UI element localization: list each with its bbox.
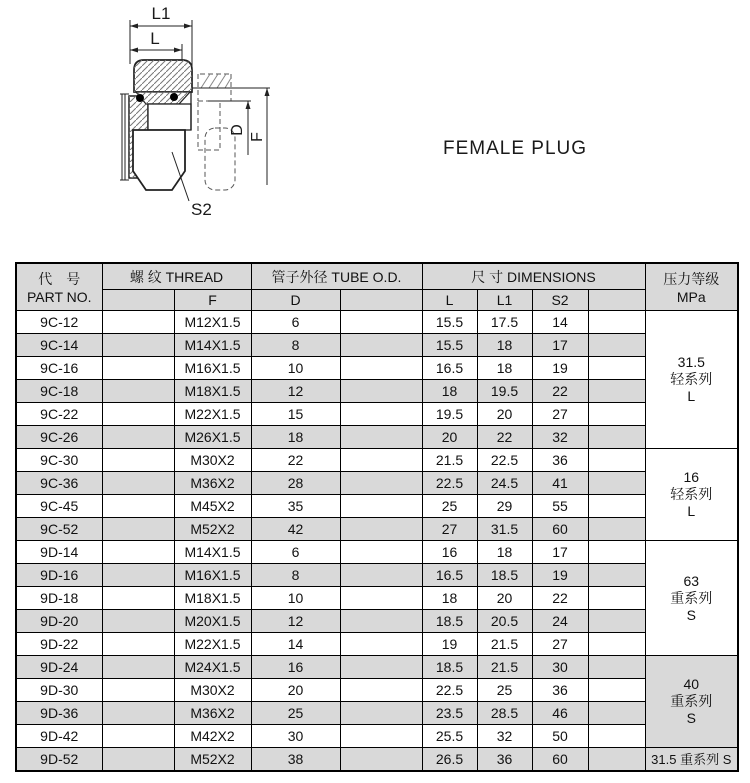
subheader-thread-blank <box>102 290 174 311</box>
thread-f-cell: M16X1.5 <box>174 357 251 380</box>
dim-l-cell: 22.5 <box>422 472 477 495</box>
dim-s2-cell: 24 <box>532 610 588 633</box>
dim-l1-cell: 19.5 <box>477 380 532 403</box>
dim-l-cell: 16.5 <box>422 564 477 587</box>
label-f: F <box>249 132 266 142</box>
plug-drawing-svg <box>58 0 318 235</box>
dim-l-cell: 26.5 <box>422 748 477 772</box>
thread-blank-cell <box>102 725 174 748</box>
tube-d-cell: 8 <box>251 564 340 587</box>
tube-blank-cell <box>340 564 422 587</box>
tube-d-cell: 18 <box>251 426 340 449</box>
subheader-d: D <box>251 290 340 311</box>
thread-blank-cell <box>102 518 174 541</box>
tube-blank-cell <box>340 748 422 772</box>
thread-blank-cell <box>102 656 174 679</box>
dim-s2-cell: 50 <box>532 725 588 748</box>
tube-blank-cell <box>340 541 422 564</box>
col-header-part-no-zh: 代 号 <box>38 271 81 287</box>
subheader-l1: L1 <box>477 290 532 311</box>
tube-d-cell: 10 <box>251 587 340 610</box>
part-no-cell: 9C-18 <box>16 380 102 403</box>
thread-blank-cell <box>102 541 174 564</box>
dim-l1-cell: 18 <box>477 541 532 564</box>
thread-f-cell: M18X1.5 <box>174 587 251 610</box>
dim-l-cell: 25 <box>422 495 477 518</box>
tube-blank-cell <box>340 426 422 449</box>
thread-blank-cell <box>102 472 174 495</box>
thread-f-cell: M22X1.5 <box>174 633 251 656</box>
dim-l-cell: 18 <box>422 587 477 610</box>
dim-s2-cell: 27 <box>532 633 588 656</box>
part-no-cell: 9D-20 <box>16 610 102 633</box>
tube-blank-cell <box>340 380 422 403</box>
dim-l1-cell: 21.5 <box>477 656 532 679</box>
dim-l1-cell: 22 <box>477 426 532 449</box>
tube-blank-cell <box>340 587 422 610</box>
tube-d-cell: 10 <box>251 357 340 380</box>
part-no-cell: 9D-42 <box>16 725 102 748</box>
dim-s2-cell: 32 <box>532 426 588 449</box>
subheader-l: L <box>422 290 477 311</box>
pressure-group-cell: 31.5 重系列 S <box>645 748 738 772</box>
table-row <box>16 449 738 472</box>
dim-l-cell: 18 <box>422 380 477 403</box>
col-header-part-no-en: PART NO. <box>26 289 92 305</box>
thread-f-cell: M36X2 <box>174 702 251 725</box>
table-row <box>16 679 738 702</box>
dim-s2-cell: 17 <box>532 541 588 564</box>
thread-f-cell: M52X2 <box>174 748 251 772</box>
dim-l-cell: 18.5 <box>422 610 477 633</box>
col-header-pressure-zh: 压力等级 <box>663 271 720 287</box>
dim-l-cell: 16 <box>422 541 477 564</box>
part-no-cell: 9C-22 <box>16 403 102 426</box>
dim-blank-cell <box>588 725 645 748</box>
table-row <box>16 702 738 725</box>
dim-l-cell: 25.5 <box>422 725 477 748</box>
dim-l-cell: 22.5 <box>422 679 477 702</box>
dim-s2-cell: 60 <box>532 518 588 541</box>
label-l: L <box>150 29 160 48</box>
thread-blank-cell <box>102 587 174 610</box>
plug-drawing <box>58 0 318 235</box>
tube-d-cell: 25 <box>251 702 340 725</box>
dim-l1-cell: 20 <box>477 587 532 610</box>
dim-l-cell: 19.5 <box>422 403 477 426</box>
tube-blank-cell <box>340 357 422 380</box>
thread-f-cell: M22X1.5 <box>174 403 251 426</box>
tube-blank-cell <box>340 702 422 725</box>
part-no-cell: 9C-12 <box>16 311 102 334</box>
dim-blank-cell <box>588 334 645 357</box>
dim-s2-cell: 27 <box>532 403 588 426</box>
thread-blank-cell <box>102 334 174 357</box>
tube-blank-cell <box>340 656 422 679</box>
table-row <box>16 633 738 656</box>
table-row <box>16 541 738 564</box>
dim-l-cell: 19 <box>422 633 477 656</box>
thread-f-cell: M52X2 <box>174 518 251 541</box>
part-no-cell: 9C-16 <box>16 357 102 380</box>
col-header-pressure <box>645 263 738 311</box>
label-l1: L1 <box>151 4 171 23</box>
thread-f-cell: M12X1.5 <box>174 311 251 334</box>
thread-blank-cell <box>102 449 174 472</box>
thread-blank-cell <box>102 702 174 725</box>
subheader-s2: S2 <box>532 290 588 311</box>
table-row <box>16 518 738 541</box>
part-no-cell: 9D-52 <box>16 748 102 772</box>
dim-l1-cell: 36 <box>477 748 532 772</box>
dim-blank-cell <box>588 748 645 772</box>
pressure-group-cell: 31.5 轻系列 L <box>645 311 738 449</box>
thread-blank-cell <box>102 495 174 518</box>
table-row <box>16 311 738 334</box>
dim-s2-cell: 55 <box>532 495 588 518</box>
dim-s2-cell: 46 <box>532 702 588 725</box>
dim-s2-cell: 22 <box>532 587 588 610</box>
dim-blank-cell <box>588 495 645 518</box>
dim-s2-cell: 17 <box>532 334 588 357</box>
tube-blank-cell <box>340 334 422 357</box>
dim-blank-cell <box>588 564 645 587</box>
thread-f-cell: M45X2 <box>174 495 251 518</box>
dim-s2-cell: 60 <box>532 748 588 772</box>
dim-blank-cell <box>588 541 645 564</box>
dim-s2-cell: 36 <box>532 449 588 472</box>
dim-s2-cell: 22 <box>532 380 588 403</box>
dim-l1-cell: 21.5 <box>477 633 532 656</box>
dim-l1-cell: 18 <box>477 334 532 357</box>
tube-d-cell: 15 <box>251 403 340 426</box>
col-header-part-no <box>16 263 102 311</box>
table-row <box>16 357 738 380</box>
tube-blank-cell <box>340 472 422 495</box>
table-body <box>16 311 738 772</box>
dim-s2-cell: 19 <box>532 564 588 587</box>
thread-blank-cell <box>102 633 174 656</box>
thread-f-cell: M14X1.5 <box>174 334 251 357</box>
tube-d-cell: 12 <box>251 610 340 633</box>
dim-l1-cell: 32 <box>477 725 532 748</box>
thread-blank-cell <box>102 610 174 633</box>
table-row <box>16 656 738 679</box>
table-row <box>16 472 738 495</box>
dim-s2-cell: 30 <box>532 656 588 679</box>
part-no-cell: 9D-14 <box>16 541 102 564</box>
label-d: D <box>229 124 246 136</box>
thread-f-cell: M24X1.5 <box>174 656 251 679</box>
dim-l-cell: 21.5 <box>422 449 477 472</box>
dim-l1-cell: 25 <box>477 679 532 702</box>
tube-blank-cell <box>340 449 422 472</box>
thread-f-cell: M36X2 <box>174 472 251 495</box>
tube-d-cell: 22 <box>251 449 340 472</box>
tube-blank-cell <box>340 610 422 633</box>
dim-blank-cell <box>588 380 645 403</box>
dim-l-cell: 23.5 <box>422 702 477 725</box>
label-s2: S2 <box>191 200 212 219</box>
tube-d-cell: 30 <box>251 725 340 748</box>
thread-blank-cell <box>102 380 174 403</box>
thread-f-cell: M20X1.5 <box>174 610 251 633</box>
part-no-cell: 9D-30 <box>16 679 102 702</box>
tube-d-cell: 38 <box>251 748 340 772</box>
o-ring-right <box>170 93 178 101</box>
dim-l1-cell: 20.5 <box>477 610 532 633</box>
part-no-cell: 9C-14 <box>16 334 102 357</box>
dim-s2-cell: 41 <box>532 472 588 495</box>
dim-l1-cell: 20 <box>477 403 532 426</box>
tube-d-cell: 28 <box>251 472 340 495</box>
part-no-cell: 9C-45 <box>16 495 102 518</box>
pressure-group-cell: 16 轻系列 L <box>645 449 738 541</box>
part-no-cell: 9D-36 <box>16 702 102 725</box>
dim-l1-cell: 18 <box>477 357 532 380</box>
table-row <box>16 587 738 610</box>
tube-blank-cell <box>340 633 422 656</box>
subheader-dim-blank <box>588 290 645 311</box>
dim-blank-cell <box>588 403 645 426</box>
dim-l-cell: 18.5 <box>422 656 477 679</box>
thread-f-cell: M30X2 <box>174 449 251 472</box>
thread-blank-cell <box>102 426 174 449</box>
table-row <box>16 495 738 518</box>
dim-blank-cell <box>588 311 645 334</box>
thread-blank-cell <box>102 403 174 426</box>
part-no-cell: 9C-30 <box>16 449 102 472</box>
dim-l1-cell: 17.5 <box>477 311 532 334</box>
col-header-dimensions: 尺 寸 DIMENSIONS <box>422 263 645 290</box>
tube-blank-cell <box>340 725 422 748</box>
subheader-f: F <box>174 290 251 311</box>
dimension-d <box>208 101 251 155</box>
tube-blank-cell <box>340 311 422 334</box>
pressure-group-cell: 40 重系列 S <box>645 656 738 748</box>
dim-s2-cell: 14 <box>532 311 588 334</box>
table-row <box>16 725 738 748</box>
dim-l1-cell: 28.5 <box>477 702 532 725</box>
pressure-group-cell: 63 重系列 S <box>645 541 738 656</box>
thread-f-cell: M14X1.5 <box>174 541 251 564</box>
tube-blank-cell <box>340 518 422 541</box>
part-no-cell: 9C-26 <box>16 426 102 449</box>
dim-blank-cell <box>588 449 645 472</box>
thread-blank-cell <box>102 748 174 772</box>
figure-title: FEMALE PLUG <box>443 138 588 159</box>
dim-l1-cell: 29 <box>477 495 532 518</box>
spec-table <box>15 262 739 772</box>
table-row <box>16 426 738 449</box>
dim-s2-cell: 36 <box>532 679 588 702</box>
tube-d-cell: 6 <box>251 541 340 564</box>
col-header-pressure-unit: MPa <box>676 289 706 305</box>
thread-blank-cell <box>102 679 174 702</box>
table-row <box>16 403 738 426</box>
tube-d-cell: 35 <box>251 495 340 518</box>
o-ring-left <box>136 94 144 102</box>
thread-f-cell: M42X2 <box>174 725 251 748</box>
subheader-tube-blank <box>340 290 422 311</box>
thread-f-cell: M30X2 <box>174 679 251 702</box>
dim-blank-cell <box>588 656 645 679</box>
dim-blank-cell <box>588 702 645 725</box>
thread-f-cell: M16X1.5 <box>174 564 251 587</box>
table-row <box>16 748 738 772</box>
tube-d-cell: 20 <box>251 679 340 702</box>
table-row <box>16 564 738 587</box>
dim-blank-cell <box>588 587 645 610</box>
dim-l-cell: 16.5 <box>422 357 477 380</box>
col-header-tube-od: 管子外径 TUBE O.D. <box>251 263 422 290</box>
part-no-cell: 9C-36 <box>16 472 102 495</box>
dim-l-cell: 15.5 <box>422 334 477 357</box>
tube-blank-cell <box>340 403 422 426</box>
plug-body <box>120 60 192 190</box>
part-no-cell: 9D-24 <box>16 656 102 679</box>
dim-blank-cell <box>588 679 645 702</box>
table-row <box>16 380 738 403</box>
dim-l-cell: 27 <box>422 518 477 541</box>
hex-nut <box>133 130 185 190</box>
part-no-cell: 9D-16 <box>16 564 102 587</box>
dim-l1-cell: 24.5 <box>477 472 532 495</box>
thread-blank-cell <box>102 311 174 334</box>
tube-blank-cell <box>340 679 422 702</box>
dim-blank-cell <box>588 426 645 449</box>
tube-d-cell: 16 <box>251 656 340 679</box>
dim-blank-cell <box>588 633 645 656</box>
table-row <box>16 610 738 633</box>
dim-l1-cell: 18.5 <box>477 564 532 587</box>
dim-l-cell: 15.5 <box>422 311 477 334</box>
dim-l-cell: 20 <box>422 426 477 449</box>
tube-d-cell: 8 <box>251 334 340 357</box>
thread-blank-cell <box>102 564 174 587</box>
table-row <box>16 334 738 357</box>
thread-f-cell: M18X1.5 <box>174 380 251 403</box>
part-no-cell: 9D-22 <box>16 633 102 656</box>
part-no-cell: 9C-52 <box>16 518 102 541</box>
tube-d-cell: 42 <box>251 518 340 541</box>
dim-l1-cell: 31.5 <box>477 518 532 541</box>
dim-blank-cell <box>588 610 645 633</box>
tube-d-cell: 14 <box>251 633 340 656</box>
dim-blank-cell <box>588 518 645 541</box>
dim-s2-cell: 19 <box>532 357 588 380</box>
col-header-thread: 螺 纹 THREAD <box>102 263 251 290</box>
part-no-cell: 9D-18 <box>16 587 102 610</box>
dim-l1-cell: 22.5 <box>477 449 532 472</box>
thread-blank-cell <box>102 357 174 380</box>
dim-blank-cell <box>588 472 645 495</box>
tube-d-cell: 12 <box>251 380 340 403</box>
tube-blank-cell <box>340 495 422 518</box>
tube-d-cell: 6 <box>251 311 340 334</box>
dim-blank-cell <box>588 357 645 380</box>
thread-f-cell: M26X1.5 <box>174 426 251 449</box>
